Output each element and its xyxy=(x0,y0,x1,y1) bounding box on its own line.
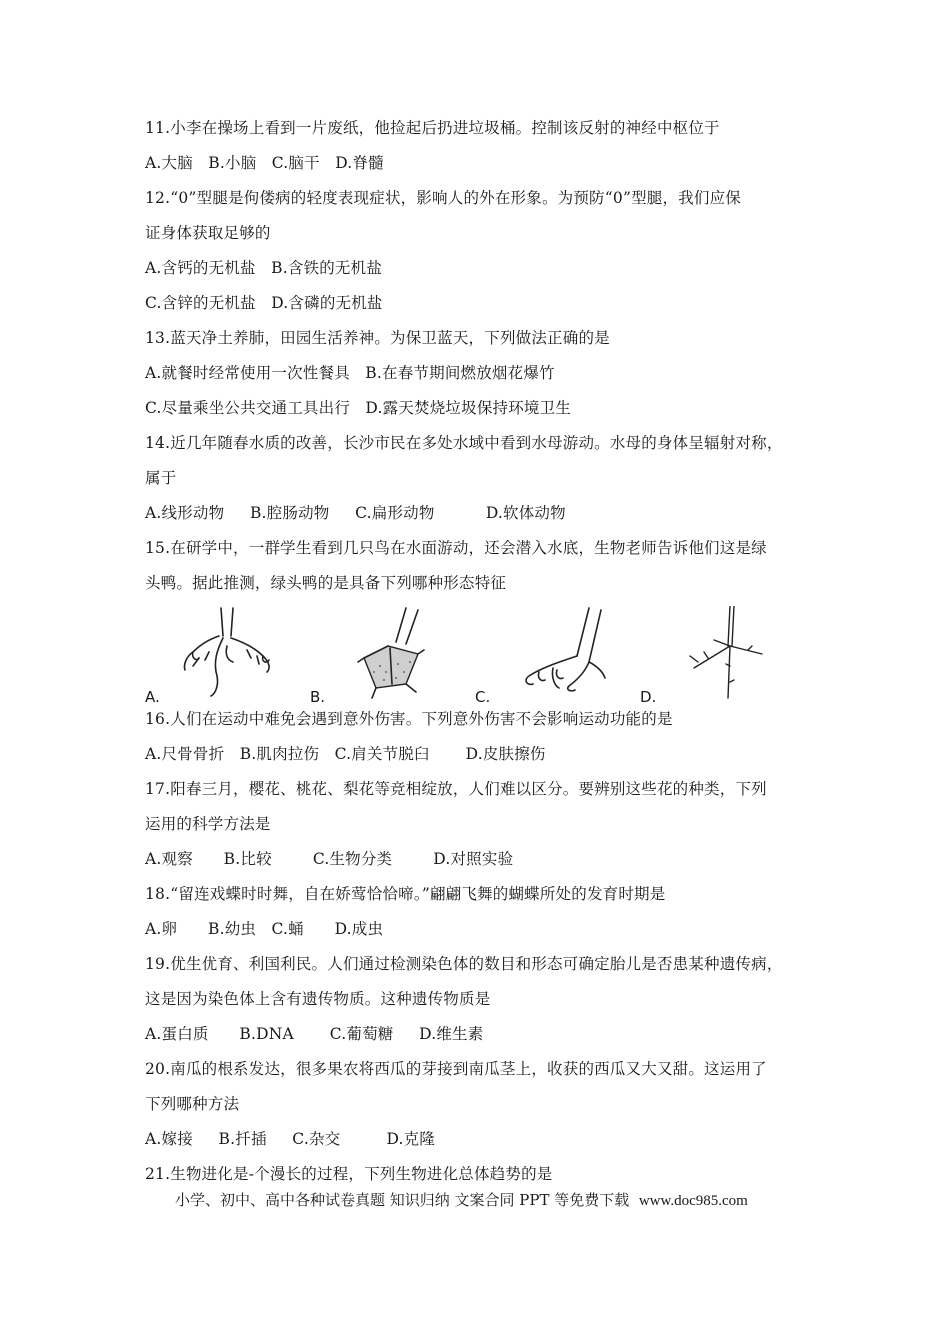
q18-stem: 18.“留连戏蝶时时舞，自在娇莺恰恰啼。”翩翩飞舞的蝴蝶所处的发育时期是 xyxy=(145,885,666,903)
q18-options: A.卵 B.幼虫 C.蛹 D.成虫 xyxy=(145,920,384,938)
q13-options-row2: C.尽量乘坐公共交通工具出行 D.露天焚烧垃圾保持环境卫生 xyxy=(145,399,572,417)
q14-stem-line2: 属于 xyxy=(145,469,177,487)
talon-foot-illustration xyxy=(163,606,283,701)
footer-text: 小学、初中、高中各种试卷真题 知识归纳 文案合同 PPT 等免费下载 xyxy=(175,1191,639,1209)
q19-stem-line1: 19.优生优育、利国利民。人们通过检测染色体的数目和形态可确定胎儿是否患某种遗传病， xyxy=(145,955,783,973)
q17-stem-line1: 17.阳春三月，樱花、桃花、梨花等竞相绽放，人们难以区分。要辨别这些花的种类，下列 xyxy=(145,780,767,798)
ground-bird-foot-illustration xyxy=(493,606,623,701)
figure-d-label: D. xyxy=(640,688,657,706)
q20-stem-line2: 下列哪种方法 xyxy=(145,1095,240,1113)
q16-stem: 16.人们在运动中难免会遇到意外伤害。下列意外伤害不会影响运动功能的是 xyxy=(145,710,673,728)
q17-options: A.观察 B.比较 C.生物分类 D.对照实验 xyxy=(145,850,514,868)
q16-options: A.尺骨骨折 B.肌肉拉伤 C.肩关节脱臼 D.皮肤擦伤 xyxy=(145,745,546,763)
figure-a-label: A. xyxy=(145,688,160,706)
webbed-foot-illustration xyxy=(328,606,448,701)
q17-stem-line2: 运用的科学方法是 xyxy=(145,815,271,833)
q19-stem-line2: 这是因为染色体上含有遗传物质。这种遗传物质是 xyxy=(145,990,491,1008)
figure-b xyxy=(310,604,450,704)
q14-stem-line1: 14.近几年随春水质的改善，长沙市民在多处水域中看到水母游动。水母的身体呈辐射对称， xyxy=(145,434,783,452)
q11-stem: 11.小李在操场上看到一片废纸，他捡起后扔进垃圾桶。控制该反射的神经中枢位于 xyxy=(145,119,720,137)
q20-stem-line1: 20.南瓜的根系发达，很多果农将西瓜的芽接到南瓜茎上，收获的西瓜又大又甜。这运用了 xyxy=(145,1060,767,1078)
q11-options: A.大脑 B.小脑 C.脑干 D.脊髓 xyxy=(145,154,384,172)
figure-d xyxy=(640,604,780,704)
q13-options-row1: A.就餐时经常使用一次性餐具 B.在春节期间燃放烟花爆竹 xyxy=(145,364,555,382)
figure-a xyxy=(145,604,285,704)
q15-stem-line2: 头鸭。据此推测，绿头鸭的是具备下列哪种形态特征 xyxy=(145,574,507,592)
q12-stem-line1: 12.“0”型腿是佝偻病的轻度表现症状，影响人的外在形象。为预防“0”型腿，我们应保 xyxy=(145,189,741,207)
wading-bird-foot-illustration xyxy=(658,606,778,701)
q15-stem-line1: 15.在研学中，一群学生看到几只鸟在水面游动，还会潜入水底，生物老师告诉他们这是绿 xyxy=(145,539,767,557)
q15-figure-row xyxy=(145,604,785,704)
q19-options: A.蛋白质 B.DNA C.葡萄糖 D.维生素 xyxy=(145,1025,484,1043)
page-footer xyxy=(175,1190,748,1211)
figure-c xyxy=(475,604,615,704)
q21-stem: 21.生物进化是-个漫长的过程，下列生物进化总体趋势的是 xyxy=(145,1165,553,1183)
footer-site-link[interactable]: www.doc985.com xyxy=(638,1193,748,1209)
q12-stem-line2: 证身体获取足够的 xyxy=(145,224,271,242)
figure-b-label: B. xyxy=(310,688,326,706)
q12-options-row1: A.含钙的无机盐 B.含铁的无机盐 xyxy=(145,259,383,277)
q20-options: A.嫁接 B.扦插 C.杂交 D.克隆 xyxy=(145,1130,436,1148)
q14-options: A.线形动物 B.腔肠动物 C.扁形动物 D.软体动物 xyxy=(145,504,566,522)
figure-c-label: C. xyxy=(475,688,491,706)
q12-options-row2: C.含锌的无机盐 D.含磷的无机盐 xyxy=(145,294,383,312)
q13-stem: 13.蓝天净土养肺，田园生活养神。为保卫蓝天，下列做法正确的是 xyxy=(145,329,610,347)
